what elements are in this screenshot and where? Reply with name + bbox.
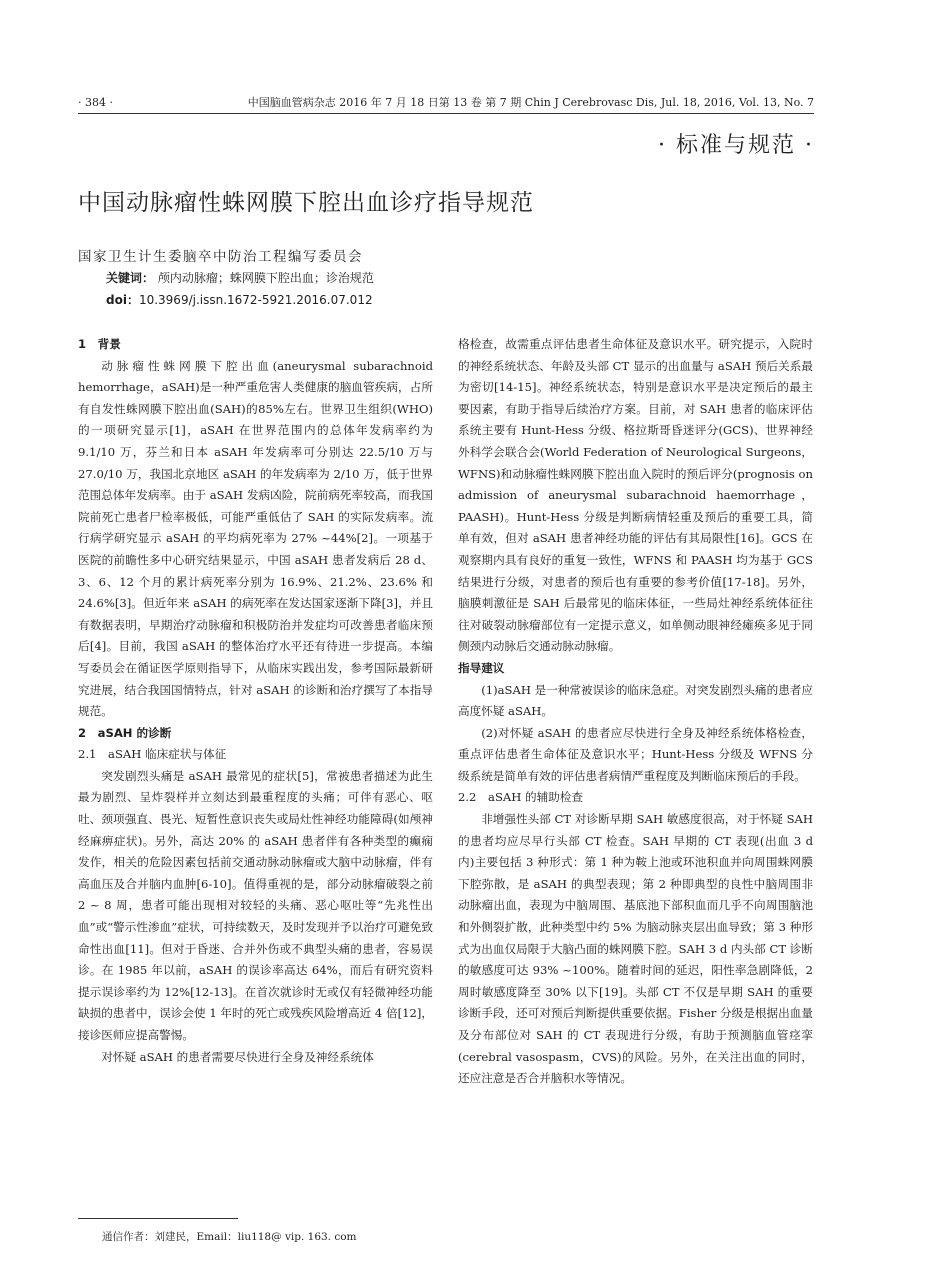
page-number: · 384 ·	[78, 96, 113, 109]
keywords	[106, 269, 374, 286]
paragraph: 对怀疑 aSAH 的患者需要尽快进行全身及神经系统体	[101, 1049, 374, 1064]
doi-value: 10.3969/j.issn.1672-5921.2016.07.012	[138, 293, 373, 307]
paragraph: 格检查，故需重点评估患者生命体征及意识水平。研究提示，入院时的神经系统状态、年龄及头部 CT 显示的出血量与 aSAH 预后关系最为密切[14-15]。神经系统状态，特别是意识水平是决定预后的最主要因素，有助于指导后续治疗方案。目前，对 SAH 患者的临床评估系统主要有 Hunt-Hess 分级、格拉斯哥昏迷评分(GCS)、世界神经外科学会联合会(World Federation of Neurological Surgeons，WFNS)和动脉瘤性蛛网膜下腔出血入院时的预后评分(prognosis on admission of aneurysmal subarachnoid haemorrhage，PAASH)。Hunt-Hess 分级是判断病情轻重及预后的重要工具，简单有效，但对 aSAH 患者神经功能的评估有其局限性[16]。GCS 在观察期内具有良好的重复一致性，WFNS 和 PAASH 均为基于 GCS 结果进行分级，对患者的预后也有重要的参考价值[17-18]。另外，脑膜刺激征是 SAH 后最常见的临床体征，一些局灶神经系统体征往往对破裂动脉瘤部位有一定提示意义，如单侧动眼神经瘫痪多见于同侧颈内动脉后交通动脉动脉瘤。	[458, 337, 813, 654]
running-head	[78, 94, 814, 112]
section-tag: · 标准与规范 ·	[658, 133, 814, 158]
guidance-heading: 指导建议	[458, 660, 505, 675]
paragraph: 突发剧烈头痛是 aSAH 最常见的症状[5]，常被患者描述为此生最为剧烈、呈炸裂样并立刻达到最重程度的头痛；可伴有恶心、呕吐、颈项强直、畏光、短暂性意识丧失或局灶性神经功能障碍(如颅神经麻痹症状)。另外，高达 20% 的 aSAH 患者伴有各种类型的癫痫发作，相关的危险因素包括前交通动脉动脉瘤或大脑中动脉瘤，伴有高血压及合并脑内血肿[6-10]。值得重视的是，部分动脉瘤破裂之前 2 ~ 8 周，患者可能出现相对较轻的头痛、恶心呕吐等“先兆性出血”或“警示性渗血”症状，可持续数天，及时发现并予以治疗可避免致命性出血[11]。但对于昏迷、合并外伤或不典型头痛的患者，容易误诊。在 1985 年以前，aSAH 的误诊率高达 64%，而后有研究资料提示误诊率约为 12%[12-13]。在首次就诊时无或仅有轻微神经功能缺损的患者中，误诊会使 1 年时的死亡或残疾风险增高近 4 倍[12]，接诊医师应提高警惕。	[78, 768, 433, 1042]
footnote-rule	[78, 1218, 238, 1219]
doi-label: doi：	[106, 293, 139, 307]
article-title: 中国动脉瘤性蛛网膜下腔出血诊疗指导规范	[78, 190, 534, 216]
subsection-heading: 2.1 aSAH 临床症状与体征	[78, 747, 227, 762]
paragraph: 非增强性头部 CT 对诊断早期 SAH 敏感度很高，对于怀疑 SAH 的患者均应尽早行头部 CT 检查。SAH 早期的 CT 表现(出血 3 d 内)主要包括 3 种形式：第 1 种为鞍上池或环池积血并向周围蛛网膜下腔弥散，是 aSAH 的典型表现；第 2 种即典型的良性中脑周围非动脉瘤出血，表现为中脑周围、基底池下部积血而几乎不向周围脑池和外侧裂扩散，此种类型中约 5% 为脑动脉夹层出血导致；第 3 种形式为出血仅局限于大脑凸面的蛛网膜下腔。SAH 3 d 内头部 CT 诊断的敏感度可达 93% ~100%。随着时间的延迟，阳性率急剧降低，2 周时敏感度降至 30% 以下[19]。头部 CT 不仅是早期 SAH 的重要诊断手段，还可对预后判断提供重要依据。Fisher 分级是根据出血量及分布部位对 SAH 的 CT 表现进行分级，有助于预测脑血管痉挛(cerebral vasospasm，CVS)的风险。另外，在关注出血的同时，还应注意是否合并脑积水等情况。	[458, 812, 813, 1086]
guidance-item: (2)对怀疑 aSAH 的患者应尽快进行全身及神经系统体格检查，重点评估患者生命体征及意识水平；Hunt-Hess 分级及 WFNS 分级系统是简单有效的评估患者病情严重程度及判断临床预后的手段。	[458, 725, 813, 783]
journal-citation: 中国脑血管病杂志 2016 年 7 月 18 日第 13 卷 第 7 期 Chin J Cerebrovasc Dis, Jul. 18, 2016, Vol. 13, No. 7	[247, 96, 814, 109]
footnote: 通信作者：刘建民，Email：liu118@ vip. 163. com	[102, 1231, 357, 1243]
guidance-item: (1)aSAH 是一种常被误诊的临床急症。对突发剧烈头痛的患者应高度怀疑 aSAH。	[458, 682, 813, 719]
doi	[106, 291, 373, 308]
paragraph: 动脉瘤性蛛网膜下腔出血(aneurysmal subarachnoid hemorrhage，aSAH)是一种严重危害人类健康的脑血管疾病，占所有自发性蛛网膜下腔出血(SAH)的85%左右。世界卫生组织(WHO)的一项研究显示[1]，aSAH 在世界范围内的总体年发病率约为 9.1/10 万，芬兰和日本 aSAH 年发病率可分别达 22.5/10 万与 27.0/10 万，我国北京地区 aSAH 的年发病率为 2/10 万，低于世界范围总体年发病率。由于 aSAH 发病凶险，院前病死率较高，而我国院前死亡患者尸检率极低，可能严重低估了 SAH 的实际发病率。流行病学研究显示 aSAH 的平均病死率为 27% ~44%[2]。一项基于医院的前瞻性多中心研究结果显示，中国 aSAH 患者发病后 28 d、3、6、12 个月的累计病死率分别为 16.9%、21.2%、23.6% 和 24.6%[3]。但近年来 aSAH 的病死率在发达国家逐渐下降[3]，并且有数据表明，早期治疗动脉瘤和积极防治并发症均可改善患者临床预后[4]。目前，我国 aSAH 的整体治疗水平还有待进一步提高。本编写委员会在循证医学原则指导下，从临床实践出发，参考国际最新研究进展，结合我国国情特点，针对 aSAH 的诊断和治疗撰写了本指导规范。	[78, 358, 433, 719]
subsection-heading: 2.2 aSAH 的辅助检查	[458, 790, 584, 805]
section-heading-background: 1 背景	[78, 337, 121, 351]
keywords-text: 颅内动脉瘤；蛛网膜下腔出血；诊治规范	[157, 271, 374, 285]
right-column	[458, 334, 813, 1090]
left-column	[78, 334, 433, 1068]
section-heading-diagnosis: 2 aSAH 的诊断	[78, 725, 172, 740]
article-authors: 国家卫生计生委脑卒中防治工程编写委员会	[78, 249, 363, 265]
keywords-label: 关键词：	[106, 271, 155, 285]
header-rule	[78, 113, 814, 114]
